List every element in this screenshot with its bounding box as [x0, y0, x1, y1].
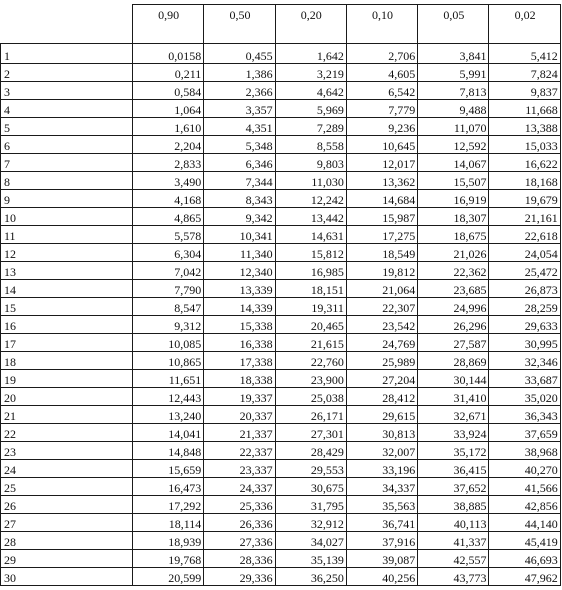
table-row — [1, 298, 561, 316]
table-row — [1, 334, 561, 352]
critical-value-cell: 3,490 — [133, 172, 204, 190]
critical-value-cell: 31,410 — [418, 388, 489, 406]
degrees-of-freedom-cell: 12 — [1, 244, 133, 262]
critical-value-cell: 21,161 — [489, 208, 560, 226]
critical-value-cell: 24,054 — [489, 244, 560, 262]
critical-value-cell: 40,256 — [346, 568, 417, 586]
table-row — [1, 406, 561, 424]
critical-value-cell: 44,140 — [489, 514, 560, 532]
critical-value-cell: 19,812 — [346, 262, 417, 280]
critical-value-cell: 1,610 — [133, 118, 204, 136]
critical-value-cell: 28,412 — [346, 388, 417, 406]
critical-value-cell: 6,542 — [346, 82, 417, 100]
critical-value-cell: 12,592 — [418, 136, 489, 154]
critical-value-cell: 24,996 — [418, 298, 489, 316]
critical-value-cell: 5,412 — [489, 44, 560, 64]
critical-value-cell: 32,346 — [489, 352, 560, 370]
critical-value-cell: 16,622 — [489, 154, 560, 172]
critical-value-cell: 14,631 — [275, 226, 346, 244]
degrees-of-freedom-cell: 13 — [1, 262, 133, 280]
critical-value-cell: 41,566 — [489, 478, 560, 496]
critical-value-cell: 40,270 — [489, 460, 560, 478]
critical-value-cell: 9,236 — [346, 118, 417, 136]
degrees-of-freedom-cell: 22 — [1, 424, 133, 442]
degrees-of-freedom-cell: 3 — [1, 82, 133, 100]
table-row — [1, 190, 561, 208]
table-row — [1, 118, 561, 136]
header-probability-cell: 0,10 — [346, 5, 417, 44]
degrees-of-freedom-cell: 27 — [1, 514, 133, 532]
critical-value-cell: 18,939 — [133, 532, 204, 550]
critical-value-cell: 1,386 — [204, 64, 275, 82]
degrees-of-freedom-cell: 24 — [1, 460, 133, 478]
critical-value-cell: 9,803 — [275, 154, 346, 172]
degrees-of-freedom-cell: 4 — [1, 100, 133, 118]
degrees-of-freedom-cell: 18 — [1, 352, 133, 370]
table-row — [1, 64, 561, 82]
critical-value-cell: 15,987 — [346, 208, 417, 226]
critical-value-cell: 35,172 — [418, 442, 489, 460]
critical-value-cell: 32,007 — [346, 442, 417, 460]
critical-value-cell: 7,813 — [418, 82, 489, 100]
degrees-of-freedom-cell: 19 — [1, 370, 133, 388]
critical-value-cell: 6,304 — [133, 244, 204, 262]
critical-value-cell: 22,618 — [489, 226, 560, 244]
critical-value-cell: 5,991 — [418, 64, 489, 82]
critical-value-cell: 1,064 — [133, 100, 204, 118]
critical-value-cell: 19,337 — [204, 388, 275, 406]
table-row — [1, 82, 561, 100]
critical-value-cell: 15,659 — [133, 460, 204, 478]
critical-value-cell: 22,362 — [418, 262, 489, 280]
critical-value-cell: 47,962 — [489, 568, 560, 586]
critical-value-cell: 27,204 — [346, 370, 417, 388]
critical-value-cell: 46,693 — [489, 550, 560, 568]
table-row — [1, 136, 561, 154]
critical-value-cell: 2,833 — [133, 154, 204, 172]
critical-value-cell: 25,038 — [275, 388, 346, 406]
critical-value-cell: 2,204 — [133, 136, 204, 154]
degrees-of-freedom-cell: 7 — [1, 154, 133, 172]
critical-value-cell: 16,473 — [133, 478, 204, 496]
table-row — [1, 172, 561, 190]
critical-value-cell: 31,795 — [275, 496, 346, 514]
critical-value-cell: 10,645 — [346, 136, 417, 154]
critical-value-cell: 30,144 — [418, 370, 489, 388]
critical-value-cell: 37,659 — [489, 424, 560, 442]
critical-value-cell: 19,768 — [133, 550, 204, 568]
header-probability-cell: 0,02 — [489, 5, 560, 44]
critical-value-cell: 13,240 — [133, 406, 204, 424]
critical-value-cell: 4,168 — [133, 190, 204, 208]
critical-value-cell: 25,336 — [204, 496, 275, 514]
critical-value-cell: 42,856 — [489, 496, 560, 514]
critical-value-cell: 16,919 — [418, 190, 489, 208]
critical-value-cell: 39,087 — [346, 550, 417, 568]
degrees-of-freedom-cell: 11 — [1, 226, 133, 244]
critical-value-cell: 35,139 — [275, 550, 346, 568]
degrees-of-freedom-cell: 14 — [1, 280, 133, 298]
critical-value-cell: 14,067 — [418, 154, 489, 172]
degrees-of-freedom-cell: 23 — [1, 442, 133, 460]
critical-value-cell: 20,599 — [133, 568, 204, 586]
degrees-of-freedom-cell: 8 — [1, 172, 133, 190]
degrees-of-freedom-cell: 16 — [1, 316, 133, 334]
critical-value-cell: 8,547 — [133, 298, 204, 316]
critical-value-cell: 9,488 — [418, 100, 489, 118]
critical-value-cell: 11,651 — [133, 370, 204, 388]
critical-value-cell: 13,362 — [346, 172, 417, 190]
critical-value-cell: 11,070 — [418, 118, 489, 136]
critical-value-cell: 18,168 — [489, 172, 560, 190]
critical-value-cell: 40,113 — [418, 514, 489, 532]
critical-value-cell: 19,679 — [489, 190, 560, 208]
critical-value-cell: 1,642 — [275, 44, 346, 64]
critical-value-cell: 7,779 — [346, 100, 417, 118]
critical-value-cell: 32,671 — [418, 406, 489, 424]
critical-value-cell: 20,465 — [275, 316, 346, 334]
critical-value-cell: 15,812 — [275, 244, 346, 262]
table-row — [1, 514, 561, 532]
critical-value-cell: 43,773 — [418, 568, 489, 586]
table-row — [1, 280, 561, 298]
critical-value-cell: 7,289 — [275, 118, 346, 136]
critical-value-cell: 3,841 — [418, 44, 489, 64]
critical-value-cell: 0,584 — [133, 82, 204, 100]
degrees-of-freedom-cell: 20 — [1, 388, 133, 406]
critical-value-cell: 21,026 — [418, 244, 489, 262]
critical-value-cell: 14,041 — [133, 424, 204, 442]
critical-value-cell: 28,869 — [418, 352, 489, 370]
critical-value-cell: 4,642 — [275, 82, 346, 100]
critical-value-cell: 38,885 — [418, 496, 489, 514]
critical-value-cell: 5,578 — [133, 226, 204, 244]
critical-value-cell: 17,338 — [204, 352, 275, 370]
critical-value-cell: 30,675 — [275, 478, 346, 496]
critical-value-cell: 11,030 — [275, 172, 346, 190]
critical-value-cell: 18,114 — [133, 514, 204, 532]
critical-value-cell: 14,684 — [346, 190, 417, 208]
critical-value-cell: 10,341 — [204, 226, 275, 244]
critical-value-cell: 23,337 — [204, 460, 275, 478]
critical-value-cell: 33,687 — [489, 370, 560, 388]
degrees-of-freedom-cell: 15 — [1, 298, 133, 316]
critical-value-cell: 29,615 — [346, 406, 417, 424]
critical-value-cell: 11,340 — [204, 244, 275, 262]
table-row — [1, 370, 561, 388]
critical-value-cell: 26,336 — [204, 514, 275, 532]
table-row — [1, 496, 561, 514]
critical-value-cell: 25,989 — [346, 352, 417, 370]
critical-value-cell: 37,652 — [418, 478, 489, 496]
critical-value-cell: 3,219 — [275, 64, 346, 82]
critical-value-cell: 12,340 — [204, 262, 275, 280]
degrees-of-freedom-cell: 5 — [1, 118, 133, 136]
critical-value-cell: 26,171 — [275, 406, 346, 424]
critical-value-cell: 18,307 — [418, 208, 489, 226]
critical-value-cell: 25,472 — [489, 262, 560, 280]
degrees-of-freedom-cell: 9 — [1, 190, 133, 208]
critical-value-cell: 21,337 — [204, 424, 275, 442]
critical-value-cell: 32,912 — [275, 514, 346, 532]
critical-value-cell: 26,873 — [489, 280, 560, 298]
critical-value-cell: 7,344 — [204, 172, 275, 190]
critical-value-cell: 7,824 — [489, 64, 560, 82]
critical-value-cell: 11,668 — [489, 100, 560, 118]
table-row — [1, 388, 561, 406]
critical-value-cell: 14,339 — [204, 298, 275, 316]
critical-value-cell: 30,995 — [489, 334, 560, 352]
critical-value-cell: 34,027 — [275, 532, 346, 550]
degrees-of-freedom-cell: 1 — [1, 44, 133, 64]
critical-value-cell: 36,415 — [418, 460, 489, 478]
degrees-of-freedom-cell: 10 — [1, 208, 133, 226]
critical-value-cell: 3,357 — [204, 100, 275, 118]
critical-value-cell: 37,916 — [346, 532, 417, 550]
critical-value-cell: 9,837 — [489, 82, 560, 100]
table-body — [1, 44, 561, 586]
critical-value-cell: 35,563 — [346, 496, 417, 514]
critical-value-cell: 12,242 — [275, 190, 346, 208]
critical-value-cell: 13,388 — [489, 118, 560, 136]
critical-value-cell: 7,790 — [133, 280, 204, 298]
header-probability-cell: 0,20 — [275, 5, 346, 44]
critical-value-cell: 28,429 — [275, 442, 346, 460]
table-row — [1, 44, 561, 64]
table-row — [1, 316, 561, 334]
table-row — [1, 226, 561, 244]
critical-value-cell: 13,442 — [275, 208, 346, 226]
critical-value-cell: 16,338 — [204, 334, 275, 352]
critical-value-cell: 9,312 — [133, 316, 204, 334]
critical-value-cell: 22,307 — [346, 298, 417, 316]
critical-value-cell: 23,685 — [418, 280, 489, 298]
table-row — [1, 352, 561, 370]
critical-value-cell: 29,336 — [204, 568, 275, 586]
critical-value-cell: 36,343 — [489, 406, 560, 424]
critical-value-cell: 41,337 — [418, 532, 489, 550]
critical-value-cell: 18,675 — [418, 226, 489, 244]
critical-value-cell: 36,250 — [275, 568, 346, 586]
critical-value-cell: 19,311 — [275, 298, 346, 316]
critical-value-cell: 9,342 — [204, 208, 275, 226]
table-row — [1, 208, 561, 226]
chi-square-table — [0, 4, 561, 586]
critical-value-cell: 8,558 — [275, 136, 346, 154]
critical-value-cell: 18,549 — [346, 244, 417, 262]
critical-value-cell: 10,085 — [133, 334, 204, 352]
critical-value-cell: 0,455 — [204, 44, 275, 64]
header-corner-cell — [1, 5, 133, 44]
degrees-of-freedom-cell: 25 — [1, 478, 133, 496]
critical-value-cell: 26,296 — [418, 316, 489, 334]
critical-value-cell: 4,865 — [133, 208, 204, 226]
critical-value-cell: 7,042 — [133, 262, 204, 280]
degrees-of-freedom-cell: 17 — [1, 334, 133, 352]
critical-value-cell: 27,301 — [275, 424, 346, 442]
critical-value-cell: 15,033 — [489, 136, 560, 154]
header-probability-cell: 0,90 — [133, 5, 204, 44]
critical-value-cell: 28,259 — [489, 298, 560, 316]
degrees-of-freedom-cell: 6 — [1, 136, 133, 154]
degrees-of-freedom-cell: 29 — [1, 550, 133, 568]
header-probability-cell: 0,05 — [418, 5, 489, 44]
critical-value-cell: 24,337 — [204, 478, 275, 496]
critical-value-cell: 0,0158 — [133, 44, 204, 64]
critical-value-cell: 17,275 — [346, 226, 417, 244]
critical-value-cell: 29,553 — [275, 460, 346, 478]
degrees-of-freedom-cell: 2 — [1, 64, 133, 82]
critical-value-cell: 22,337 — [204, 442, 275, 460]
header-row — [1, 5, 561, 44]
critical-value-cell: 17,292 — [133, 496, 204, 514]
critical-value-cell: 14,848 — [133, 442, 204, 460]
critical-value-cell: 18,338 — [204, 370, 275, 388]
critical-value-cell: 4,605 — [346, 64, 417, 82]
critical-value-cell: 5,348 — [204, 136, 275, 154]
degrees-of-freedom-cell: 26 — [1, 496, 133, 514]
table-row — [1, 460, 561, 478]
critical-value-cell: 21,615 — [275, 334, 346, 352]
critical-value-cell: 27,336 — [204, 532, 275, 550]
critical-value-cell: 0,211 — [133, 64, 204, 82]
header-probability-cell: 0,50 — [204, 5, 275, 44]
critical-value-cell: 20,337 — [204, 406, 275, 424]
critical-value-cell: 33,924 — [418, 424, 489, 442]
critical-value-cell: 42,557 — [418, 550, 489, 568]
critical-value-cell: 6,346 — [204, 154, 275, 172]
table-row — [1, 478, 561, 496]
table-row — [1, 442, 561, 460]
table-row — [1, 424, 561, 442]
table-row — [1, 532, 561, 550]
degrees-of-freedom-cell: 30 — [1, 568, 133, 586]
critical-value-cell: 30,813 — [346, 424, 417, 442]
critical-value-cell: 15,338 — [204, 316, 275, 334]
critical-value-cell: 34,337 — [346, 478, 417, 496]
critical-value-cell: 23,900 — [275, 370, 346, 388]
table-row — [1, 262, 561, 280]
critical-value-cell: 15,507 — [418, 172, 489, 190]
critical-value-cell: 2,366 — [204, 82, 275, 100]
table-row — [1, 244, 561, 262]
degrees-of-freedom-cell: 21 — [1, 406, 133, 424]
critical-value-cell: 5,969 — [275, 100, 346, 118]
critical-value-cell: 4,351 — [204, 118, 275, 136]
critical-value-cell: 12,017 — [346, 154, 417, 172]
critical-value-cell: 36,741 — [346, 514, 417, 532]
critical-value-cell: 38,968 — [489, 442, 560, 460]
table-row — [1, 154, 561, 172]
critical-value-cell: 13,339 — [204, 280, 275, 298]
critical-value-cell: 45,419 — [489, 532, 560, 550]
critical-value-cell: 33,196 — [346, 460, 417, 478]
critical-value-cell: 2,706 — [346, 44, 417, 64]
critical-value-cell: 8,343 — [204, 190, 275, 208]
critical-value-cell: 16,985 — [275, 262, 346, 280]
critical-value-cell: 27,587 — [418, 334, 489, 352]
critical-value-cell: 23,542 — [346, 316, 417, 334]
table-row — [1, 550, 561, 568]
critical-value-cell: 18,151 — [275, 280, 346, 298]
critical-value-cell: 21,064 — [346, 280, 417, 298]
critical-value-cell: 35,020 — [489, 388, 560, 406]
degrees-of-freedom-cell: 28 — [1, 532, 133, 550]
table-row — [1, 568, 561, 586]
critical-value-cell: 29,633 — [489, 316, 560, 334]
table-row — [1, 100, 561, 118]
critical-value-cell: 28,336 — [204, 550, 275, 568]
critical-value-cell: 10,865 — [133, 352, 204, 370]
critical-value-cell: 22,760 — [275, 352, 346, 370]
critical-value-cell: 12,443 — [133, 388, 204, 406]
critical-value-cell: 24,769 — [346, 334, 417, 352]
